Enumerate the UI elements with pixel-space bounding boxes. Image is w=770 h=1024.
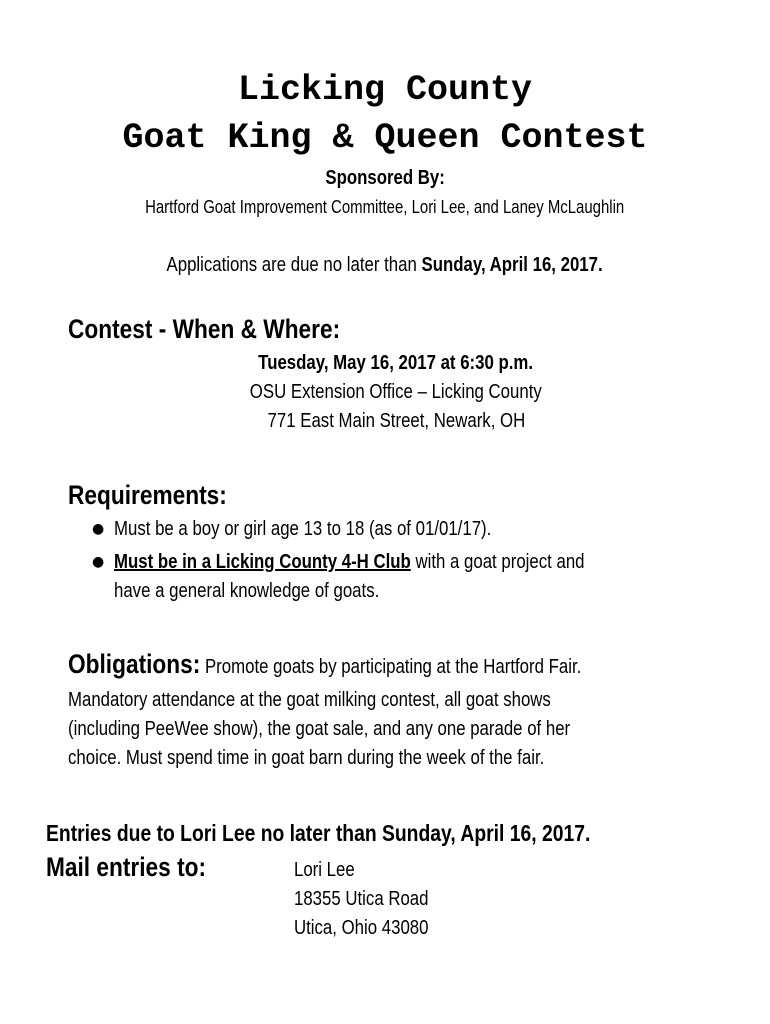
contest-venue bbox=[0, 378, 770, 407]
contest-heading bbox=[68, 313, 392, 345]
requirement-item-1 bbox=[114, 515, 563, 544]
bullet-icon: ● bbox=[92, 554, 105, 570]
requirement-item-1-text: Must be a boy or girl age 13 to 18 (as of 01/01/17). bbox=[114, 518, 492, 540]
contest-heading-text: Contest - When & Where: bbox=[68, 314, 341, 344]
mail-entries-label-text: Mail entries to: bbox=[46, 852, 207, 882]
requirements-heading bbox=[68, 479, 257, 511]
requirement-item-2-text bbox=[114, 548, 585, 577]
obligations-paragraph-line-1 bbox=[68, 650, 679, 682]
applications-due-text bbox=[167, 252, 603, 278]
applications-lead: Applications are due no later than bbox=[166, 254, 422, 276]
sponsor-heading-text: Sponsored By: bbox=[325, 167, 445, 189]
obligations-line-3-text: (including PeeWee show), the goat sale, and any one parade of her bbox=[68, 718, 571, 740]
mail-address-city-text: Utica, Ohio 43080 bbox=[294, 917, 429, 939]
title-line-2: Goat King & Queen Contest bbox=[122, 118, 648, 158]
obligations-line-4-text: choice. Must spend time in goat barn during the week of the fair. bbox=[68, 747, 545, 769]
obligations-line-2 bbox=[68, 686, 643, 715]
obligations-heading: Obligations: bbox=[68, 649, 201, 679]
applications-due bbox=[0, 252, 770, 278]
mail-address-city bbox=[294, 914, 454, 943]
title-line-1: Licking County bbox=[237, 70, 533, 110]
mail-address-name bbox=[294, 856, 366, 885]
obligations-line-1: Promote goats by participating at the Hartford Fair. bbox=[200, 656, 582, 678]
requirement-item-2-line-2 bbox=[114, 577, 430, 606]
requirements-heading-text: Requirements: bbox=[68, 480, 227, 510]
obligations-line-4 bbox=[68, 744, 635, 773]
bullet-icon: ● bbox=[92, 521, 105, 537]
mail-entries-label bbox=[46, 851, 237, 883]
obligations-line-2-text: Mandatory attendance at the goat milking contest, all goat shows bbox=[68, 689, 551, 711]
contest-address bbox=[0, 407, 770, 436]
requirement-item-2 bbox=[114, 548, 674, 577]
applications-date: Sunday, April 16, 2017. bbox=[421, 254, 604, 276]
requirement-item-2-rest: with a goat project and bbox=[410, 551, 585, 573]
entries-due bbox=[46, 818, 694, 848]
mail-address-street-text: 18355 Utica Road bbox=[294, 888, 429, 910]
requirement-item-2-line-2-text: have a general knowledge of goats. bbox=[114, 580, 380, 602]
obligations-line-3 bbox=[68, 715, 666, 744]
contest-address-text: 771 East Main Street, Newark, OH bbox=[267, 410, 525, 432]
contest-venue-text: OSU Extension Office – Licking County bbox=[250, 381, 542, 403]
mail-address-street bbox=[294, 885, 454, 914]
contest-datetime bbox=[0, 349, 770, 378]
entries-due-text: Entries due to Lori Lee no later than Sunday, April 16, 2017. bbox=[46, 820, 591, 846]
sponsor-names bbox=[0, 195, 770, 219]
requirement-item-2-emphasis: Must be in a Licking County 4-H Club bbox=[114, 551, 411, 573]
obligations-line-1-wrap bbox=[68, 650, 581, 682]
sponsor-heading bbox=[0, 166, 770, 190]
sponsor-names-text: Hartford Goat Improvement Committee, Lori Lee, and Laney McLaughlin bbox=[145, 197, 625, 217]
contest-datetime-text: Tuesday, May 16, 2017 at 6:30 p.m. bbox=[258, 352, 534, 374]
mail-address-name-text: Lori Lee bbox=[294, 859, 355, 881]
